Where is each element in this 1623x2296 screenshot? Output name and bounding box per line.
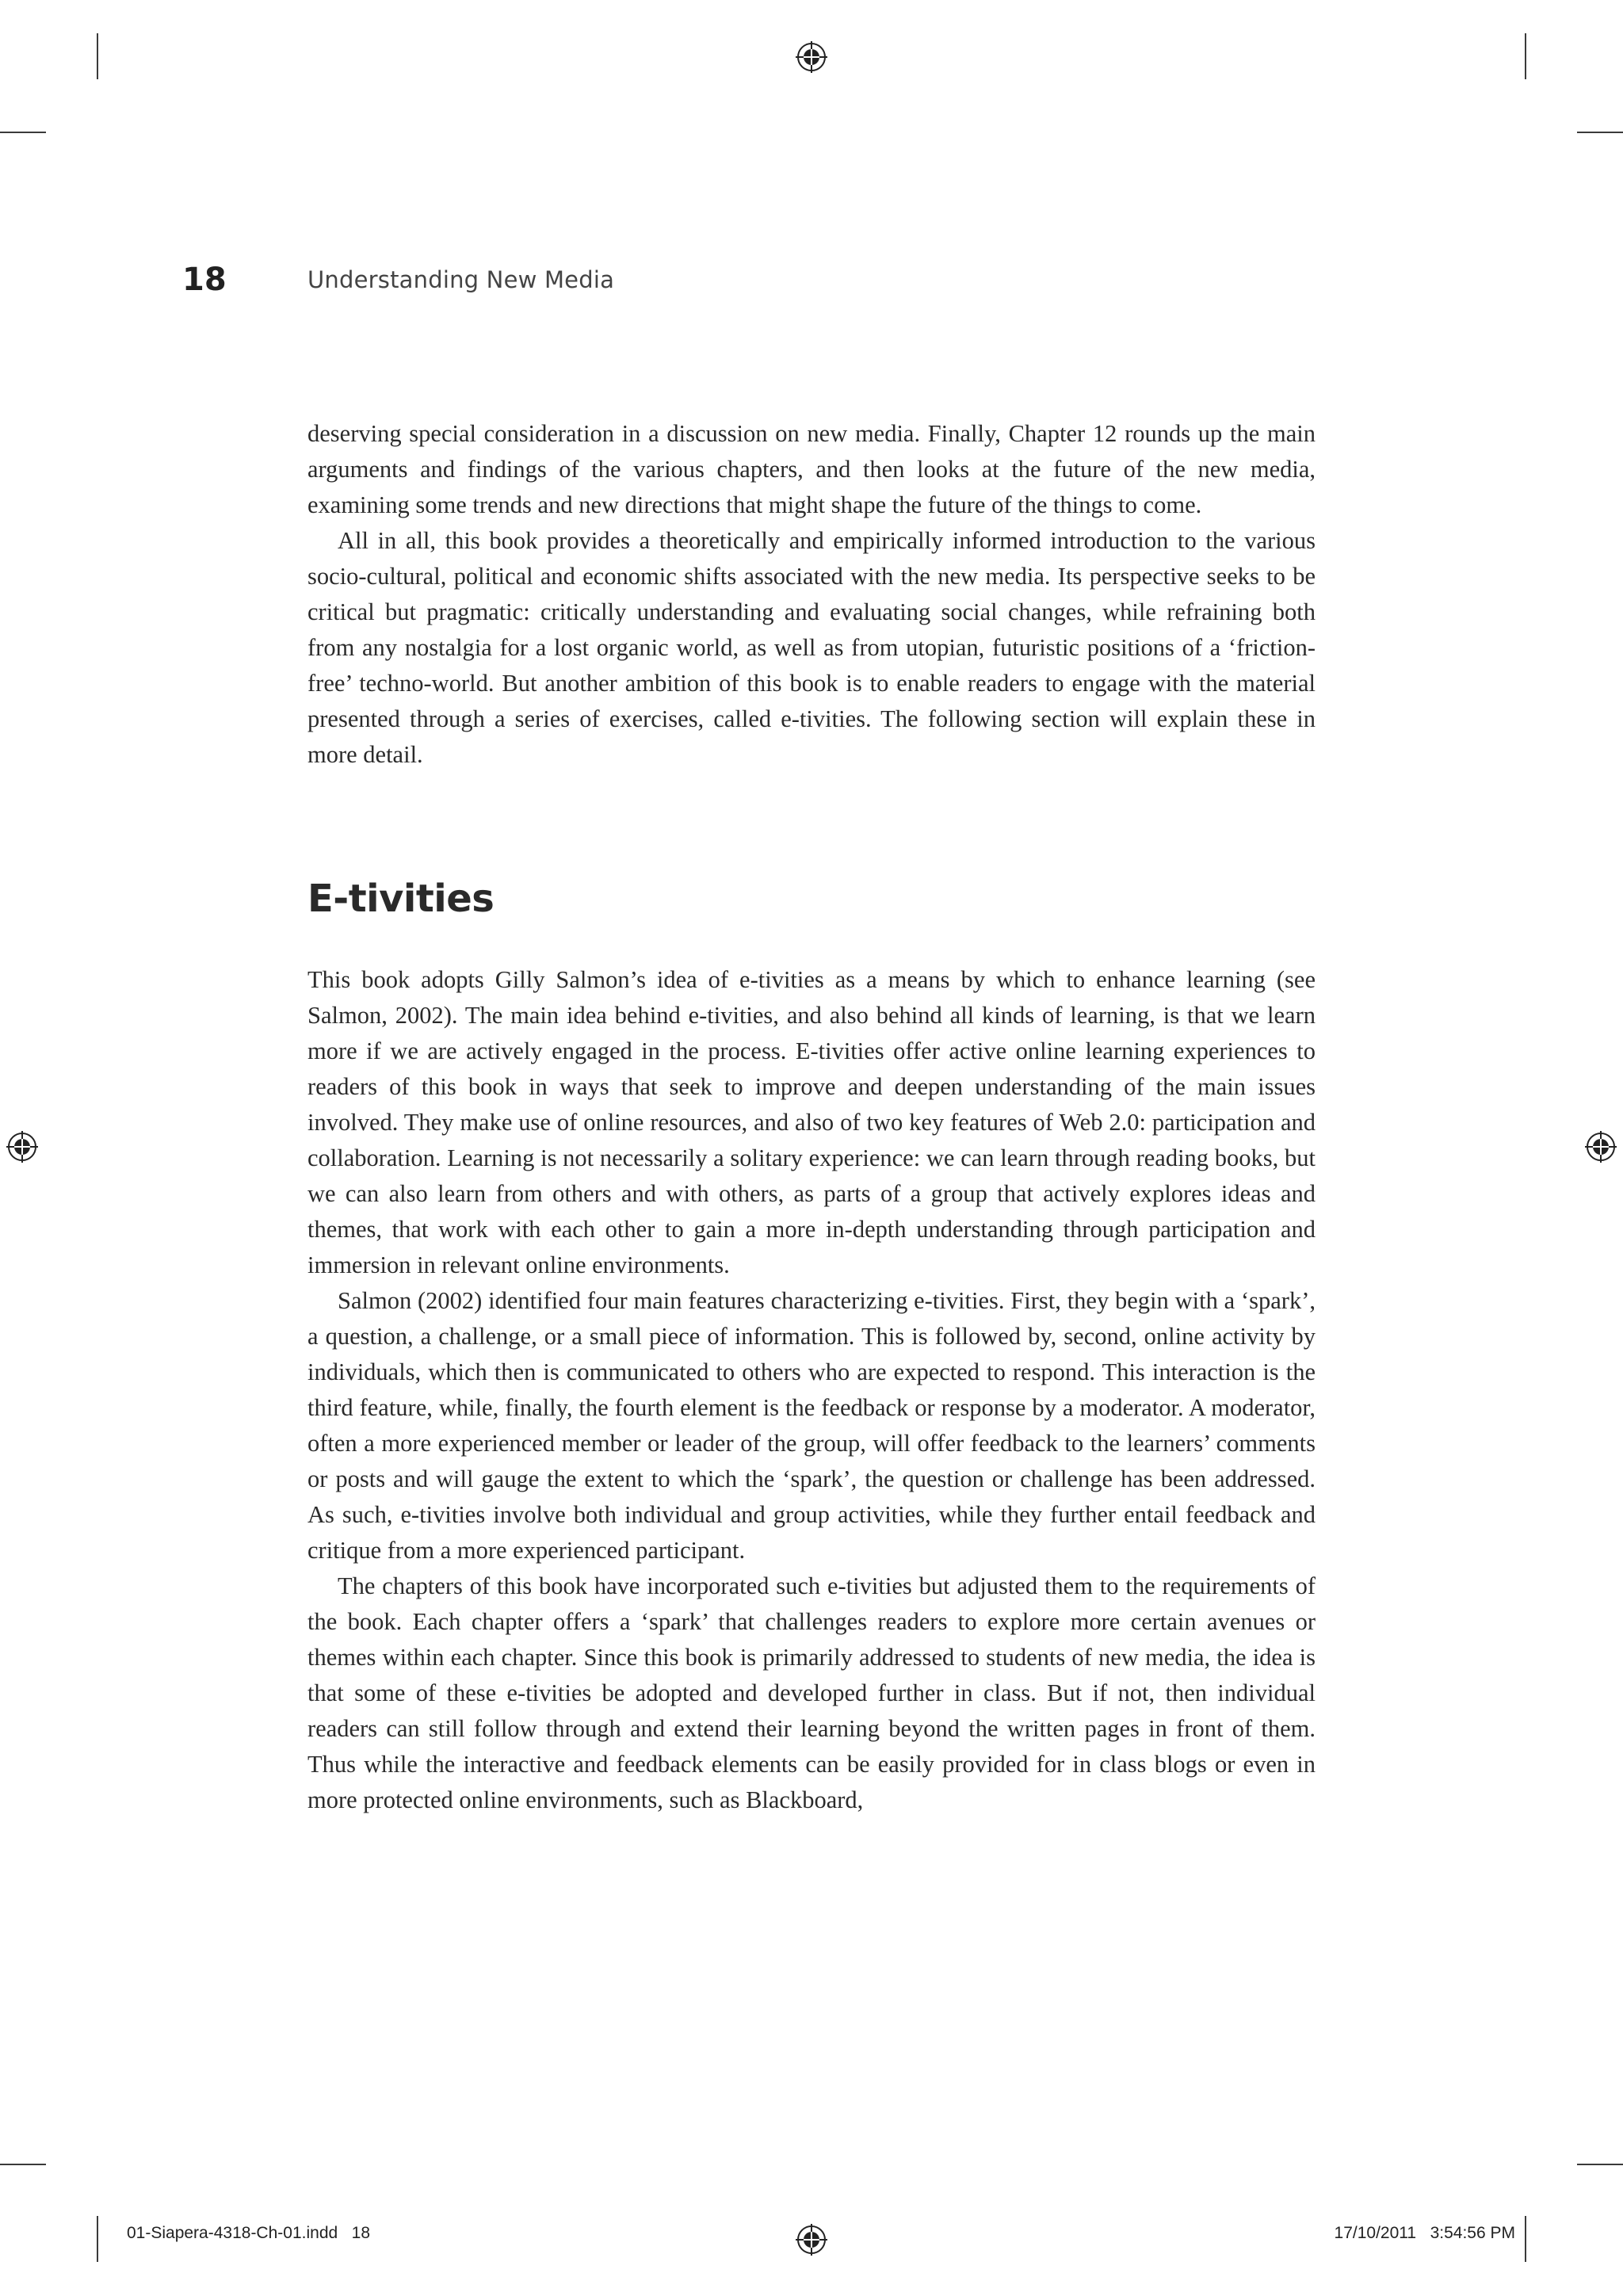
paragraph: All in all, this book provides a theoretically and empirically informed introduction to the various socio-cultural, political and economic shifts associated with the new media. Its perspective seeks to be critical but pragmatic: critically understanding and evaluating social changes, while refraining both from any nostalgia for a lost organic world, as well as from utopian, futuristic positions of a ‘friction-free’ techno-world. But another ambition of this book is to enable readers to engage with the material presented through a series of exercises, called e-tivities. The following section will explain these in more detail. xyxy=(307,527,1316,768)
section-heading: E-tivities xyxy=(307,877,495,921)
section-body xyxy=(307,962,1316,1818)
body-text-top xyxy=(307,416,1316,773)
running-head-title: Understanding New Media xyxy=(307,266,615,293)
crop-mark-bottom-left xyxy=(97,2216,98,2262)
paragraph: Salmon (2002) identified four main features characterizing e-tivities. First, they begin with a ‘spark’, a question, a challenge, or a small piece of information. This is followed by, second, online activity by individuals, which then is communicated to others who are expected to respond. This interaction is the third feature, while, finally, the fourth element is the feedback or response by a moderator. A moderator, often a more experienced member or leader of the group, will offer feedback to the learners’ comments or posts and will gauge the extent to which the ‘spark’, the question or challenge has been addressed. As such, e-tivities involve both individual and group activities, while they further entail feedback and critique from a more experienced participant. xyxy=(307,1287,1316,1564)
registration-mark-icon xyxy=(794,40,829,74)
crop-mark-top-left xyxy=(97,33,98,79)
slug-timestamp: 17/10/2011 3:54:56 PM xyxy=(1334,2224,1515,2242)
crop-mark-bottom-right xyxy=(1525,2216,1526,2262)
paragraph: This book adopts Gilly Salmon’s idea of e-tivities as a means by which to enhance learning (see Salmon, 2002). The main idea behind e-tivities, and also behind all kinds of learning, is that we learn more if we are actively engaged in the process. E-tivities offer active online learning experiences to readers of this book in ways that seek to improve and deepen understanding of the main issues involved. They make use of online resources, and also of two key features of Web 2.0: participation and collaboration. Learning is not necessarily a solitary experience: we can learn through reading books, but we can also learn from others and with others, as parts of a group that actively explores ideas and themes, that work with each other to gain a more in-depth understanding through participation and immersion in relevant online environments. xyxy=(307,966,1316,1278)
slug-file-name: 01-Siapera-4318-Ch-01.indd 18 xyxy=(127,2224,371,2242)
crop-mark-left-top xyxy=(0,132,46,133)
registration-mark-icon xyxy=(1583,1129,1618,1164)
crop-mark-right-top xyxy=(1577,132,1623,133)
running-head xyxy=(182,260,614,300)
paragraph: deserving special consideration in a discussion on new media. Finally, Chapter 12 rounds up the main arguments and findings of the various chapters, and then looks at the future of the new media, examining some trends and new directions that might shape the future of the things to come. xyxy=(307,420,1316,518)
paragraph: The chapters of this book have incorporated such e-tivities but adjusted them to the requirements of the book. Each chapter offers a ‘spark’ that challenges readers to explore more certain avenues or themes within each chapter. Since this book is primarily addressed to students of new media, the idea is that some of these e-tivities be adopted and developed further in class. But if not, then individual readers can still follow through and extend their learning beyond the written pages in front of them. Thus while the interactive and feedback elements can be easily provided for in class blogs or even in more protected online environments, such as Blackboard, xyxy=(307,1572,1316,1813)
registration-mark-icon xyxy=(5,1129,40,1164)
crop-mark-top-right xyxy=(1525,33,1526,79)
registration-mark-icon xyxy=(794,2222,829,2257)
page-number: 18 xyxy=(182,262,227,298)
crop-mark-left-bottom xyxy=(0,2164,46,2165)
crop-mark-right-bottom xyxy=(1577,2164,1623,2165)
